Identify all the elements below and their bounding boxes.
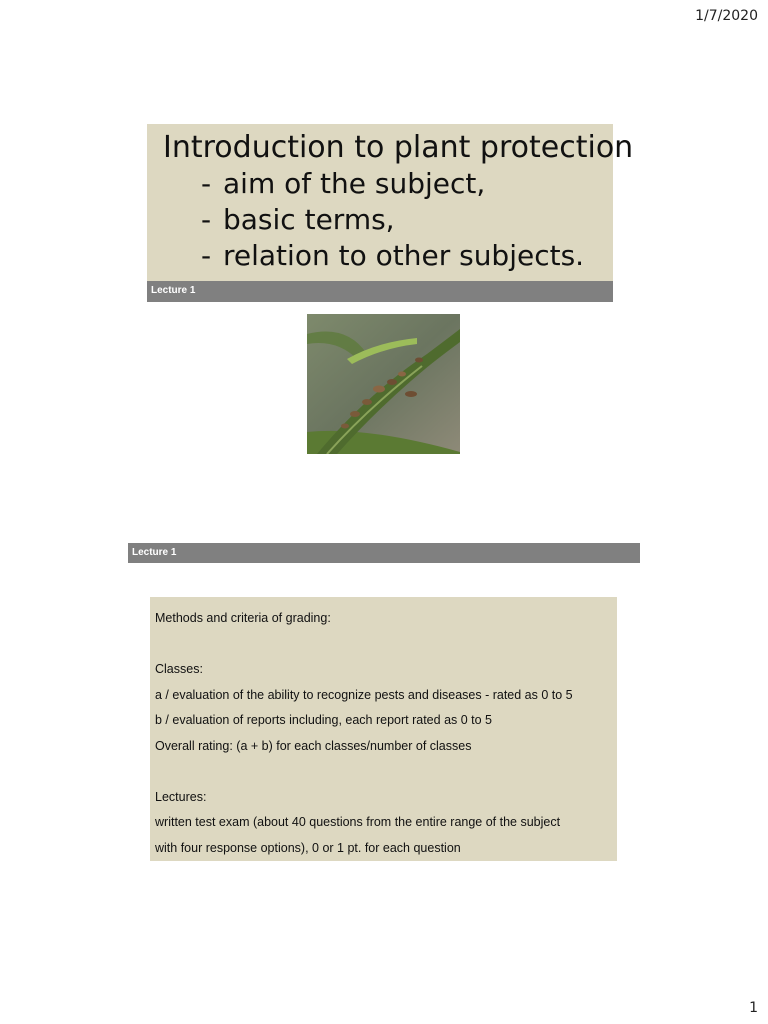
bullet-text: aim of the subject, [223,167,486,200]
classes-criterion-b: b / evaluation of reports including, each report rated as 0 to 5 [155,713,493,727]
slide-1-title-box [147,124,634,281]
lectures-exam-line-1: written test exam (about 40 questions from the entire range of the subject [155,815,561,829]
lectures-heading: Lectures: [155,789,207,804]
slide-title: Introduction to plant protection [163,130,634,165]
classes-heading: Classes: [155,662,203,676]
slide-2-content-box [150,597,617,861]
lectures-exam-line-2: with four response options), 0 or 1 pt. for each question [155,840,461,855]
blank-line [155,632,612,658]
title-bullet [163,202,613,238]
blank-line [155,759,612,785]
page-number: 1 [749,1000,758,1016]
title-bullet [163,166,613,202]
classes-criterion-a: a / evaluation of the ability to recognize pests and diseases - rated as 0 to 5 [155,687,573,702]
bullet-marker: - [201,203,212,236]
grading-heading: Methods and criteria of grading: [155,611,331,625]
print-date: 1/7/2020 [695,8,758,24]
aphid-photo-graphic [307,314,460,454]
bullet-text: relation to other subjects. [223,239,585,272]
bullet-marker: - [201,239,212,272]
slide-1-footer-bar: Lecture 1 [147,281,613,302]
slide-2-footer-bar: Lecture 1 [128,543,640,563]
bullet-marker: - [201,167,212,200]
bullet-text: basic terms, [223,203,395,236]
overall-rating: Overall rating: (a + b) for each classes/number of classes [155,738,472,753]
aphid-plant-photo [307,314,460,454]
title-bullet [163,238,613,274]
